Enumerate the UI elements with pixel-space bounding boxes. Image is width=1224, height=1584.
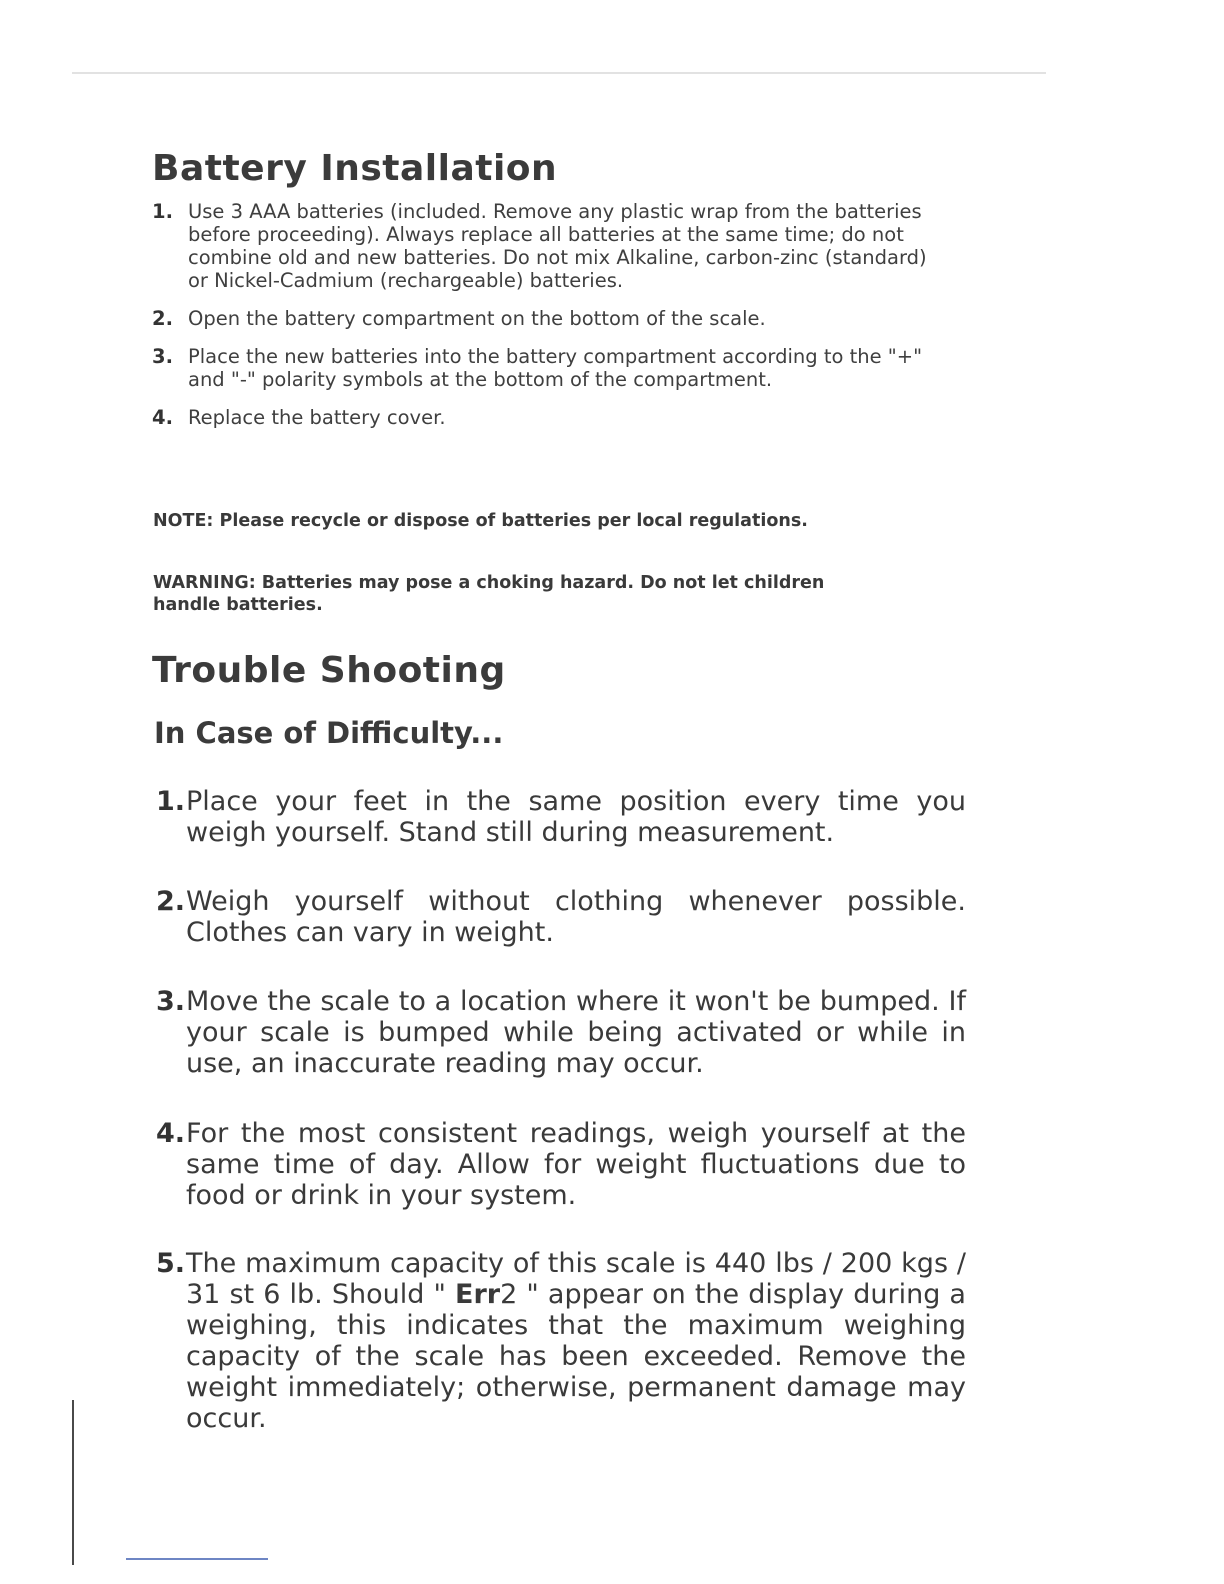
battery-step: [152, 406, 952, 429]
step-text-after: " appear on the display during a weighing, this indicates that the maximum weighing capacity of the scale has been exceeded. Remove the weight immediately; otherwise, permanent damage may occur.: [186, 1279, 966, 1434]
error-code-suffix: 2: [500, 1279, 518, 1310]
troubleshooting-step: [156, 786, 966, 848]
step-text: Weigh yourself without clothing whenever possible. Clothes can vary in weight.: [186, 886, 966, 948]
step-text: Place your feet in the same position every time you weigh yourself. Stand still during measurement.: [186, 786, 966, 848]
step-number: 4.: [156, 1118, 186, 1149]
battery-step: [152, 345, 952, 391]
step-number: 2.: [152, 307, 173, 330]
left-margin-rule: [72, 1400, 74, 1565]
trouble-shooting-heading: Trouble Shooting: [152, 650, 506, 691]
step-text: Place the new batteries into the battery compartment according to the "+" and "-" polarity symbols at the bottom of the compartment.: [188, 345, 923, 391]
error-code: Err: [455, 1279, 501, 1310]
step-text: Open the battery compartment on the bottom of the scale.: [188, 307, 766, 330]
step-text: For the most consistent readings, weigh yourself at the same time of day. Allow for weight fluctuations due to food or drink in your system.: [186, 1118, 966, 1211]
step-number: 3.: [152, 345, 173, 368]
battery-step: [152, 200, 952, 292]
step-text: Replace the battery cover.: [188, 406, 446, 429]
step-text: [186, 1248, 966, 1434]
step-text: Move the scale to a location where it won't be bumped. If your scale is bumped while being activated or while in use, an inaccurate reading may occur.: [186, 986, 966, 1079]
bottom-rule: [126, 1558, 268, 1560]
step-text-before: The maximum capacity of this scale is 440 lbs / 200 kgs / 31 st 6 lb. Should ": [186, 1248, 966, 1310]
battery-step: [152, 307, 952, 330]
step-number: 4.: [152, 406, 173, 429]
battery-installation-heading: Battery Installation: [152, 148, 558, 189]
troubleshooting-step: [156, 986, 966, 1079]
battery-steps-list: [152, 200, 952, 444]
note-text: NOTE: Please recycle or dispose of batteries per local regulations.: [153, 511, 808, 531]
step-text: Use 3 AAA batteries (included. Remove any plastic wrap from the batteries before proceeding). Always replace all batteries at the same time; do not combine old and new batteries. Do not mix Alkaline, carbon-zinc (standard) or Nickel-Cadmium (rechargeable) batteries.: [188, 200, 927, 292]
warning-text: WARNING: Batteries may pose a choking hazard. Do not let children handle batteries.: [153, 573, 825, 615]
troubleshooting-step: [156, 1118, 966, 1211]
step-number: 2.: [156, 886, 186, 917]
troubleshooting-step: [156, 886, 966, 948]
step-number: 1.: [156, 786, 186, 817]
difficulty-subheading: In Case of Difficulty...: [154, 716, 504, 750]
step-number: 1.: [152, 200, 173, 223]
top-rule: [72, 72, 1046, 74]
step-number: 3.: [156, 986, 186, 1017]
step-number: 5.: [156, 1248, 186, 1279]
troubleshooting-step: [156, 1248, 966, 1434]
